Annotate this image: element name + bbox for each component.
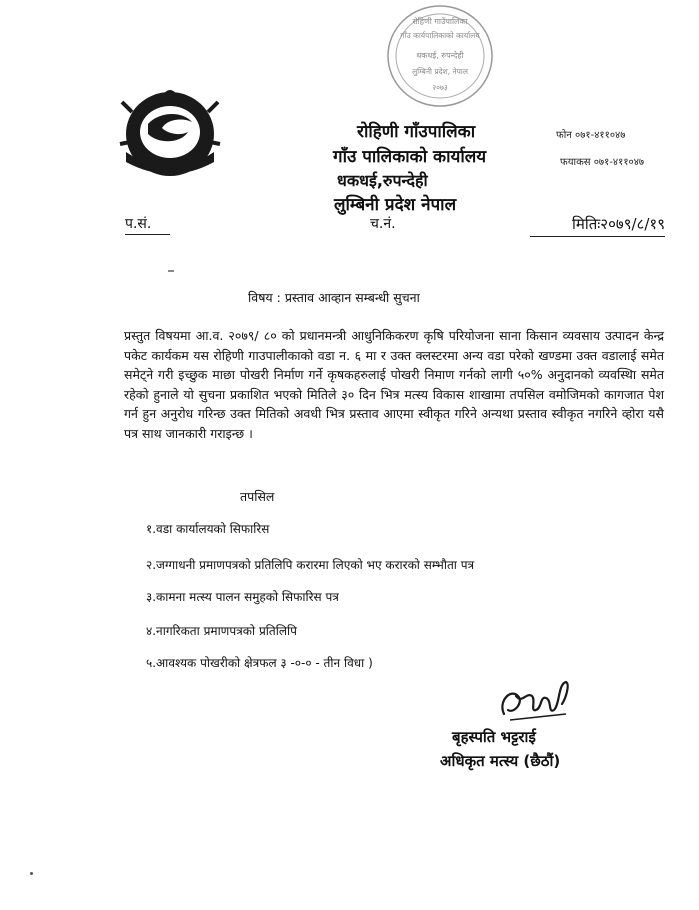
office-address: धकधई,रुपन्देही	[337, 171, 428, 190]
patra-sankhya-label: प.सं.	[125, 216, 152, 232]
notice-paragraph: प्रस्तुत विषयमा आ.व. २०७९/ ८० को प्रधानमन्त्री आधुनिकिकरण कृषि परियोजना साना किसान व्यवसाय उत्पादन केन्द्र पकेट कार्यकम यस रोहिणी गाउपालीकाको वडा न. ६ मा र उक्त क्लस्टरमा अन्य वडा परेको खण्डमा उक्त वडालाई समेत समेट्ने गरी इच्छुक माछा पोखरी निर्माण गर्ने कृषकहरुलाई पोखरी निमाण गर्नको लागी ५०% अनुदानको व्यवस्थिा समेत रहेको हुनाले यो सुचना प्रकाशित भएको मितिले ३० दिन भित्र मत्स्य विकास शाखामा तपसिल वमोजिमको कागजात पेश गर्न हुन अनुरोध गरिन्छ उक्त मितिको अवधी भित्र प्रस्ताव आएमा स्वीकृत गरिने अन्यथा प्रस्ताव स्वीकृत नगरिने व्होरा यसै पत्र साथ जानकारी गराइन्छ ।	[124, 328, 664, 441]
office-name-line1: रोहिणी गाँउपालिका	[357, 122, 476, 142]
fax-number: फयाकस ०७१-४११०४७	[560, 157, 645, 168]
svg-text:२०७३: २०७३	[432, 83, 448, 92]
nepal-emblem-icon	[118, 82, 222, 182]
handwritten-signature	[496, 674, 576, 732]
signer-title: अधिकृत मत्स्य (छैठौं)	[440, 752, 561, 770]
office-name-line2: गाँउ पालिकाको कार्यालय	[333, 147, 487, 167]
svg-text:रोहिणी गाउँपालिका: रोहिणी गाउँपालिका	[412, 17, 468, 26]
ps-underline	[125, 234, 170, 235]
chalani-number-label: च.नं.	[370, 216, 396, 232]
svg-text:गाँउ कार्यपालिकाको कार्यालय: गाँउ कार्यपालिकाको कार्यालय	[400, 31, 480, 40]
scan-mark	[168, 270, 174, 272]
office-stamp	[384, 2, 496, 110]
annex-title: तपसिल	[240, 489, 275, 504]
svg-text:धकधई, रुपन्देही: धकधई, रुपन्देही	[416, 51, 464, 60]
letter-subject: विषय : प्रस्ताव आव्हान सम्बन्धी सुचना	[248, 290, 420, 305]
list-item: ३.कामना मत्स्य पालन समुहको सिफारिस पत्र	[146, 590, 339, 604]
date-underline	[530, 236, 665, 237]
scan-dot	[30, 872, 33, 875]
phone-number: फोन ०७१-४११०४७	[556, 130, 626, 141]
letter-date: मितिः२०७९/८/१९	[571, 215, 665, 233]
list-item: ५.आवश्यक पोखरीको क्षेत्रफल ३ -०-० - तीन विधा )	[146, 656, 373, 670]
list-item: १.वडा कार्यालयको सिफारिस	[146, 522, 270, 536]
signer-name: बृहस्पति भट्टराई	[452, 728, 536, 746]
svg-text:लुम्बिनी प्रदेश, नेपाल: लुम्बिनी प्रदेश, नेपाल	[412, 67, 468, 76]
list-item: ४.नागरिकता प्रमाणपत्रको प्रतिलिपि	[146, 624, 297, 638]
reference-line	[125, 214, 665, 240]
office-province: लुम्बिनी प्रदेश नेपाल	[334, 195, 457, 215]
list-item: २.जग्गाधनी प्रमाणपत्रको प्रतिलिपि करारमा लिएको भए करारको सम्भौता पत्र	[146, 558, 475, 572]
